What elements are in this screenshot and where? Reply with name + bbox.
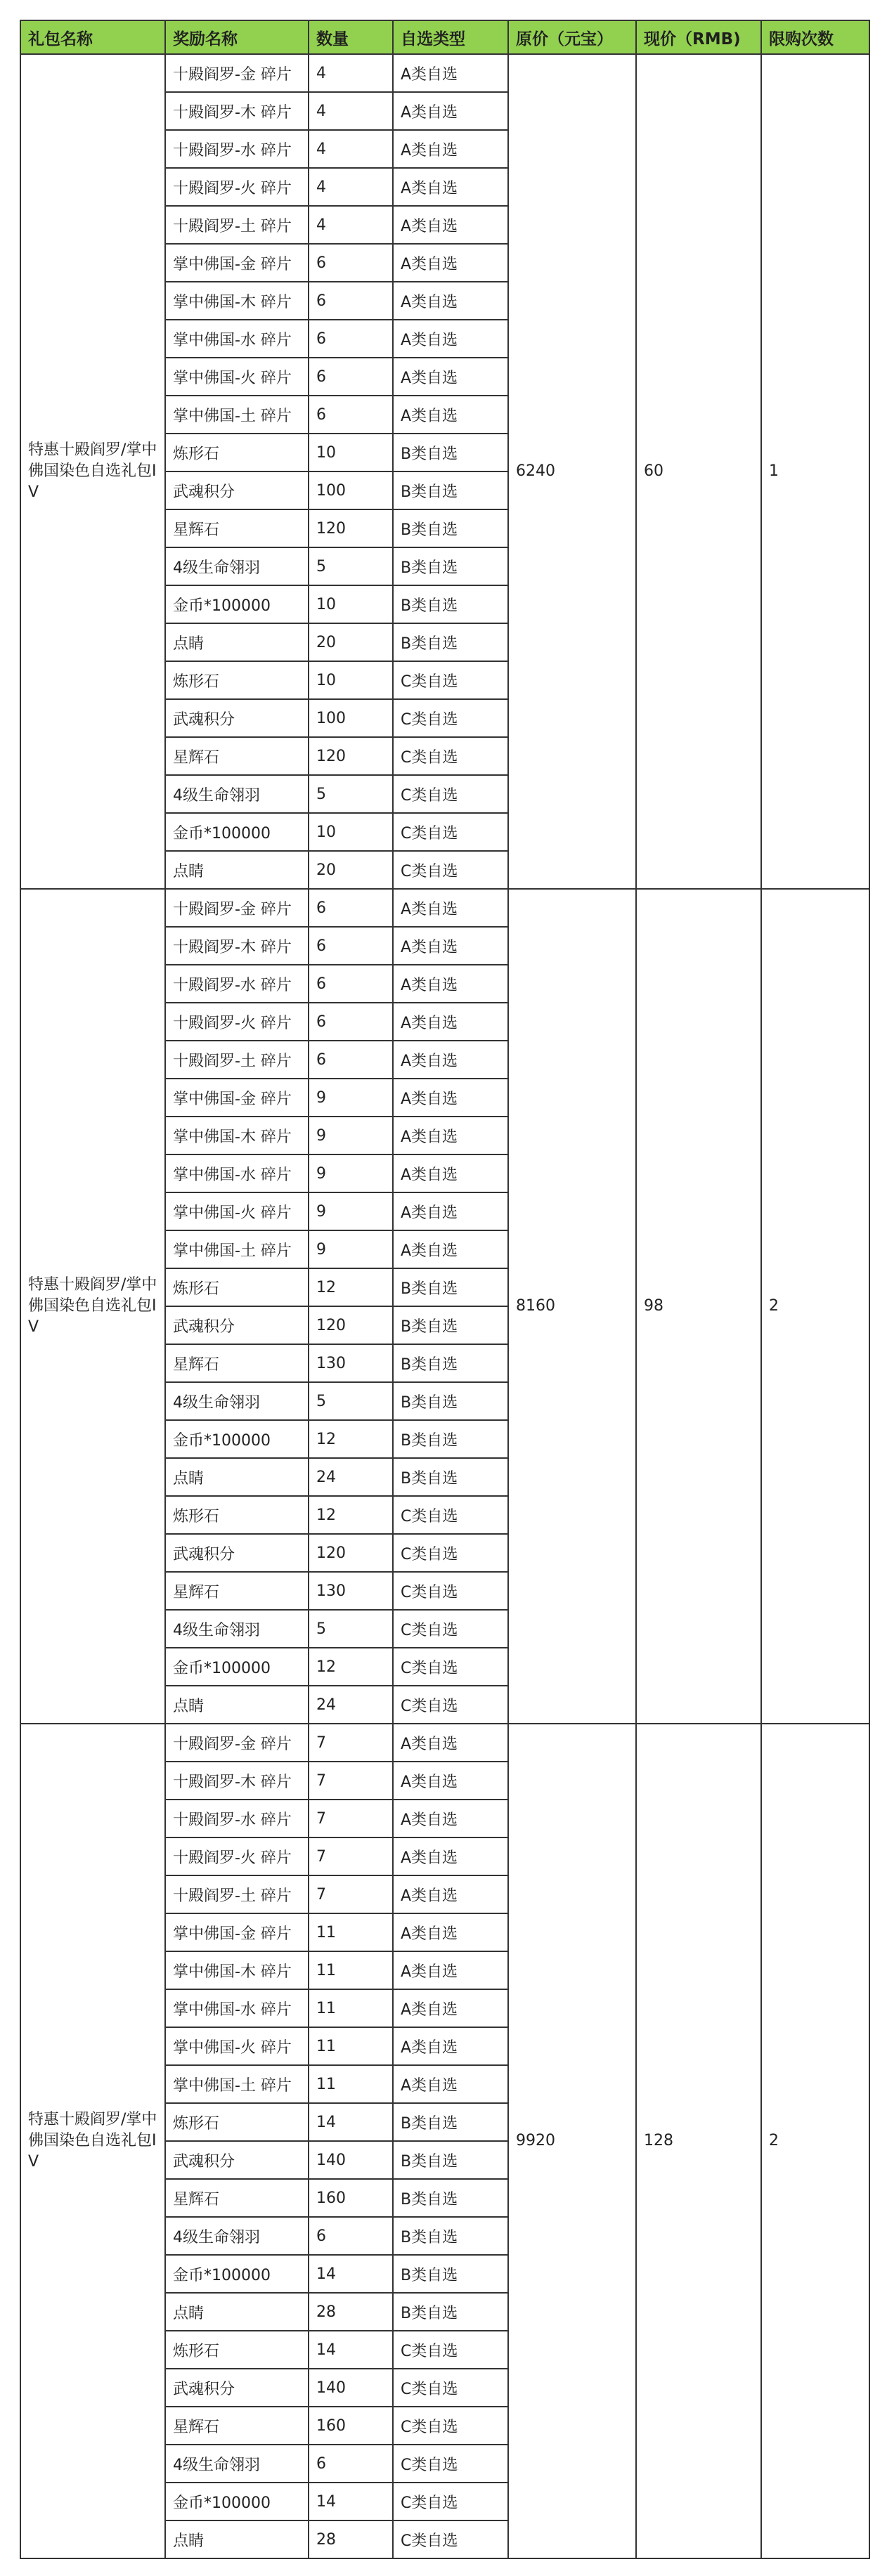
choice-type-cell: A类自选: [393, 965, 508, 1003]
quantity-cell: 12: [309, 1648, 393, 1686]
reward-name-cell: 十殿阎罗-金 碎片: [165, 54, 309, 92]
choice-type-cell: A类自选: [393, 1003, 508, 1041]
quantity-cell: 12: [309, 1268, 393, 1306]
choice-type-cell: A类自选: [393, 1800, 508, 1837]
choice-type-cell: A类自选: [393, 1724, 508, 1762]
reward-name-cell: 武魂积分: [165, 1306, 309, 1344]
original-price-cell: 8160: [508, 889, 636, 1724]
choice-type-cell: C类自选: [393, 1648, 508, 1686]
quantity-cell: 9: [309, 1154, 393, 1192]
quantity-cell: 7: [309, 1837, 393, 1875]
col-header-package-name: 礼包名称: [20, 20, 165, 54]
reward-name-cell: 金币*100000: [165, 2255, 309, 2293]
choice-type-cell: B类自选: [393, 2217, 508, 2255]
reward-name-cell: 炼形石: [165, 1268, 309, 1306]
quantity-cell: 6: [309, 358, 393, 396]
quantity-cell: 14: [309, 2255, 393, 2293]
choice-type-cell: A类自选: [393, 1762, 508, 1800]
reward-name-cell: 星辉石: [165, 1344, 309, 1382]
choice-type-cell: C类自选: [393, 1572, 508, 1610]
choice-type-cell: C类自选: [393, 2369, 508, 2407]
quantity-cell: 7: [309, 1762, 393, 1800]
quantity-cell: 4: [309, 130, 393, 168]
reward-name-cell: 点睛: [165, 1686, 309, 1724]
quantity-cell: 24: [309, 1686, 393, 1724]
quantity-cell: 12: [309, 1420, 393, 1458]
quantity-cell: 9: [309, 1192, 393, 1230]
choice-type-cell: B类自选: [393, 1268, 508, 1306]
choice-type-cell: A类自选: [393, 1875, 508, 1913]
quantity-cell: 6: [309, 282, 393, 320]
purchase-limit-cell: 1: [761, 54, 869, 889]
quantity-cell: 10: [309, 434, 393, 471]
quantity-cell: 10: [309, 661, 393, 699]
reward-name-cell: 炼形石: [165, 2103, 309, 2141]
choice-type-cell: A类自选: [393, 1154, 508, 1192]
quantity-cell: 6: [309, 244, 393, 282]
current-price-cell: 128: [636, 1724, 761, 2558]
col-header-original-price: 原价（元宝）: [508, 20, 636, 54]
reward-name-cell: 点睛: [165, 851, 309, 889]
quantity-cell: 6: [309, 927, 393, 965]
choice-type-cell: B类自选: [393, 2103, 508, 2141]
choice-type-cell: A类自选: [393, 1117, 508, 1154]
quantity-cell: 12: [309, 1496, 393, 1534]
choice-type-cell: B类自选: [393, 1382, 508, 1420]
reward-name-cell: 掌中佛国-木 碎片: [165, 1117, 309, 1154]
quantity-cell: 140: [309, 2369, 393, 2407]
quantity-cell: 11: [309, 1951, 393, 1989]
reward-name-cell: 掌中佛国-金 碎片: [165, 1913, 309, 1951]
quantity-cell: 9: [309, 1230, 393, 1268]
current-price-cell: 60: [636, 54, 761, 889]
choice-type-cell: A类自选: [393, 396, 508, 434]
choice-type-cell: A类自选: [393, 1192, 508, 1230]
choice-type-cell: B类自选: [393, 2141, 508, 2179]
choice-type-cell: A类自选: [393, 244, 508, 282]
reward-name-cell: 掌中佛国-土 碎片: [165, 1230, 309, 1268]
quantity-cell: 28: [309, 2520, 393, 2558]
reward-name-cell: 武魂积分: [165, 2369, 309, 2407]
reward-name-cell: 十殿阎罗-土 碎片: [165, 206, 309, 244]
reward-name-cell: 星辉石: [165, 737, 309, 775]
reward-name-cell: 炼形石: [165, 661, 309, 699]
choice-type-cell: C类自选: [393, 2483, 508, 2520]
reward-name-cell: 点睛: [165, 1458, 309, 1496]
reward-name-cell: 金币*100000: [165, 2483, 309, 2520]
reward-name-cell: 掌中佛国-金 碎片: [165, 244, 309, 282]
reward-name-cell: 炼形石: [165, 1496, 309, 1534]
package-name-cell: 特惠十殿阎罗/掌中佛国染色自选礼包IV: [20, 1724, 165, 2558]
table-body: [20, 54, 869, 2558]
choice-type-cell: B类自选: [393, 623, 508, 661]
reward-name-cell: 十殿阎罗-土 碎片: [165, 1875, 309, 1913]
reward-name-cell: 4级生命翎羽: [165, 547, 309, 585]
package-name-cell: 特惠十殿阎罗/掌中佛国染色自选礼包IV: [20, 54, 165, 889]
choice-type-cell: A类自选: [393, 320, 508, 358]
reward-name-cell: 十殿阎罗-火 碎片: [165, 1837, 309, 1875]
choice-type-cell: B类自选: [393, 547, 508, 585]
quantity-cell: 4: [309, 168, 393, 206]
reward-name-cell: 金币*100000: [165, 813, 309, 851]
quantity-cell: 14: [309, 2331, 393, 2369]
choice-type-cell: A类自选: [393, 1230, 508, 1268]
quantity-cell: 140: [309, 2141, 393, 2179]
choice-type-cell: B类自选: [393, 1458, 508, 1496]
reward-name-cell: 4级生命翎羽: [165, 2217, 309, 2255]
reward-name-cell: 十殿阎罗-木 碎片: [165, 92, 309, 130]
quantity-cell: 11: [309, 2065, 393, 2103]
choice-type-cell: A类自选: [393, 1913, 508, 1951]
quantity-cell: 20: [309, 851, 393, 889]
quantity-cell: 28: [309, 2293, 393, 2331]
original-price-cell: 6240: [508, 54, 636, 889]
quantity-cell: 6: [309, 1041, 393, 1079]
reward-name-cell: 星辉石: [165, 2179, 309, 2217]
choice-type-cell: C类自选: [393, 1534, 508, 1572]
original-price-cell: 9920: [508, 1724, 636, 2558]
reward-name-cell: 武魂积分: [165, 471, 309, 509]
reward-name-cell: 炼形石: [165, 434, 309, 471]
quantity-cell: 7: [309, 1800, 393, 1837]
reward-name-cell: 掌中佛国-金 碎片: [165, 1079, 309, 1117]
reward-name-cell: 武魂积分: [165, 1534, 309, 1572]
choice-type-cell: C类自选: [393, 1686, 508, 1724]
quantity-cell: 100: [309, 471, 393, 509]
choice-type-cell: A类自选: [393, 1041, 508, 1079]
choice-type-cell: A类自选: [393, 130, 508, 168]
choice-type-cell: C类自选: [393, 1610, 508, 1648]
reward-name-cell: 4级生命翎羽: [165, 1382, 309, 1420]
quantity-cell: 5: [309, 1610, 393, 1648]
quantity-cell: 5: [309, 775, 393, 813]
reward-name-cell: 掌中佛国-土 碎片: [165, 2065, 309, 2103]
quantity-cell: 4: [309, 92, 393, 130]
reward-name-cell: 金币*100000: [165, 1420, 309, 1458]
choice-type-cell: B类自选: [393, 434, 508, 471]
col-header-quantity: 数量: [309, 20, 393, 54]
reward-name-cell: 星辉石: [165, 1572, 309, 1610]
current-price-cell: 98: [636, 889, 761, 1724]
quantity-cell: 120: [309, 509, 393, 547]
choice-type-cell: C类自选: [393, 851, 508, 889]
reward-name-cell: 武魂积分: [165, 2141, 309, 2179]
reward-name-cell: 炼形石: [165, 2331, 309, 2369]
reward-name-cell: 掌中佛国-火 碎片: [165, 2027, 309, 2065]
reward-name-cell: 十殿阎罗-土 碎片: [165, 1041, 309, 1079]
choice-type-cell: B类自选: [393, 1344, 508, 1382]
choice-type-cell: A类自选: [393, 1989, 508, 2027]
reward-name-cell: 十殿阎罗-水 碎片: [165, 130, 309, 168]
choice-type-cell: A类自选: [393, 1951, 508, 1989]
reward-name-cell: 星辉石: [165, 2407, 309, 2445]
quantity-cell: 11: [309, 1913, 393, 1951]
choice-type-cell: B类自选: [393, 585, 508, 623]
choice-type-cell: A类自选: [393, 54, 508, 92]
choice-type-cell: B类自选: [393, 2293, 508, 2331]
quantity-cell: 9: [309, 1117, 393, 1154]
reward-name-cell: 十殿阎罗-火 碎片: [165, 1003, 309, 1041]
choice-type-cell: C类自选: [393, 699, 508, 737]
choice-type-cell: C类自选: [393, 2520, 508, 2558]
quantity-cell: 100: [309, 699, 393, 737]
quantity-cell: 6: [309, 2445, 393, 2483]
quantity-cell: 120: [309, 737, 393, 775]
reward-name-cell: 点睛: [165, 2293, 309, 2331]
quantity-cell: 10: [309, 585, 393, 623]
choice-type-cell: B类自选: [393, 1306, 508, 1344]
quantity-cell: 14: [309, 2483, 393, 2520]
quantity-cell: 6: [309, 889, 393, 927]
choice-type-cell: A类自选: [393, 889, 508, 927]
quantity-cell: 6: [309, 2217, 393, 2255]
reward-name-cell: 掌中佛国-土 碎片: [165, 396, 309, 434]
choice-type-cell: A类自选: [393, 2065, 508, 2103]
quantity-cell: 160: [309, 2179, 393, 2217]
col-header-choice-type: 自选类型: [393, 20, 508, 54]
reward-name-cell: 十殿阎罗-木 碎片: [165, 1762, 309, 1800]
choice-type-cell: A类自选: [393, 1837, 508, 1875]
choice-type-cell: A类自选: [393, 358, 508, 396]
quantity-cell: 6: [309, 1003, 393, 1041]
quantity-cell: 10: [309, 813, 393, 851]
reward-name-cell: 星辉石: [165, 509, 309, 547]
choice-type-cell: C类自选: [393, 2331, 508, 2369]
col-header-current-price: 现价（RMB): [636, 20, 761, 54]
quantity-cell: 6: [309, 965, 393, 1003]
gift-pack-table: [20, 20, 870, 2559]
choice-type-cell: B类自选: [393, 2255, 508, 2293]
quantity-cell: 9: [309, 1079, 393, 1117]
choice-type-cell: A类自选: [393, 2027, 508, 2065]
reward-name-cell: 4级生命翎羽: [165, 775, 309, 813]
reward-name-cell: 十殿阎罗-火 碎片: [165, 168, 309, 206]
choice-type-cell: C类自选: [393, 2407, 508, 2445]
reward-name-cell: 掌中佛国-火 碎片: [165, 1192, 309, 1230]
choice-type-cell: A类自选: [393, 206, 508, 244]
choice-type-cell: B类自选: [393, 471, 508, 509]
reward-name-cell: 掌中佛国-水 碎片: [165, 320, 309, 358]
col-header-purchase-limit: 限购次数: [761, 20, 869, 54]
choice-type-cell: C类自选: [393, 2445, 508, 2483]
quantity-cell: 5: [309, 547, 393, 585]
choice-type-cell: A类自选: [393, 927, 508, 965]
reward-name-cell: 4级生命翎羽: [165, 1610, 309, 1648]
choice-type-cell: A类自选: [393, 282, 508, 320]
choice-type-cell: C类自选: [393, 661, 508, 699]
reward-name-cell: 十殿阎罗-水 碎片: [165, 965, 309, 1003]
purchase-limit-cell: 2: [761, 1724, 869, 2558]
choice-type-cell: A类自选: [393, 92, 508, 130]
quantity-cell: 11: [309, 2027, 393, 2065]
table-row: [20, 1724, 869, 1762]
quantity-cell: 160: [309, 2407, 393, 2445]
quantity-cell: 130: [309, 1344, 393, 1382]
col-header-reward-name: 奖励名称: [165, 20, 309, 54]
purchase-limit-cell: 2: [761, 889, 869, 1724]
choice-type-cell: B类自选: [393, 2179, 508, 2217]
reward-name-cell: 点睛: [165, 2520, 309, 2558]
choice-type-cell: C类自选: [393, 775, 508, 813]
reward-name-cell: 十殿阎罗-水 碎片: [165, 1800, 309, 1837]
reward-name-cell: 十殿阎罗-金 碎片: [165, 889, 309, 927]
reward-name-cell: 武魂积分: [165, 699, 309, 737]
choice-type-cell: A类自选: [393, 168, 508, 206]
table-row: [20, 54, 869, 92]
choice-type-cell: C类自选: [393, 813, 508, 851]
quantity-cell: 6: [309, 396, 393, 434]
quantity-cell: 6: [309, 320, 393, 358]
choice-type-cell: A类自选: [393, 1079, 508, 1117]
reward-name-cell: 掌中佛国-水 碎片: [165, 1154, 309, 1192]
choice-type-cell: C类自选: [393, 737, 508, 775]
quantity-cell: 120: [309, 1534, 393, 1572]
reward-name-cell: 4级生命翎羽: [165, 2445, 309, 2483]
quantity-cell: 4: [309, 54, 393, 92]
quantity-cell: 14: [309, 2103, 393, 2141]
package-name-cell: 特惠十殿阎罗/掌中佛国染色自选礼包IV: [20, 889, 165, 1724]
reward-name-cell: 掌中佛国-木 碎片: [165, 282, 309, 320]
quantity-cell: 7: [309, 1875, 393, 1913]
quantity-cell: 120: [309, 1306, 393, 1344]
reward-name-cell: 掌中佛国-木 碎片: [165, 1951, 309, 1989]
quantity-cell: 24: [309, 1458, 393, 1496]
reward-name-cell: 十殿阎罗-金 碎片: [165, 1724, 309, 1762]
quantity-cell: 5: [309, 1382, 393, 1420]
quantity-cell: 7: [309, 1724, 393, 1762]
table-row: [20, 889, 869, 927]
quantity-cell: 20: [309, 623, 393, 661]
quantity-cell: 130: [309, 1572, 393, 1610]
quantity-cell: 4: [309, 206, 393, 244]
reward-name-cell: 点睛: [165, 623, 309, 661]
choice-type-cell: B类自选: [393, 1420, 508, 1458]
reward-name-cell: 十殿阎罗-木 碎片: [165, 927, 309, 965]
reward-name-cell: 掌中佛国-水 碎片: [165, 1989, 309, 2027]
choice-type-cell: B类自选: [393, 509, 508, 547]
header-row: [20, 20, 869, 54]
reward-name-cell: 掌中佛国-火 碎片: [165, 358, 309, 396]
reward-name-cell: 金币*100000: [165, 1648, 309, 1686]
quantity-cell: 11: [309, 1989, 393, 2027]
choice-type-cell: C类自选: [393, 1496, 508, 1534]
reward-name-cell: 金币*100000: [165, 585, 309, 623]
